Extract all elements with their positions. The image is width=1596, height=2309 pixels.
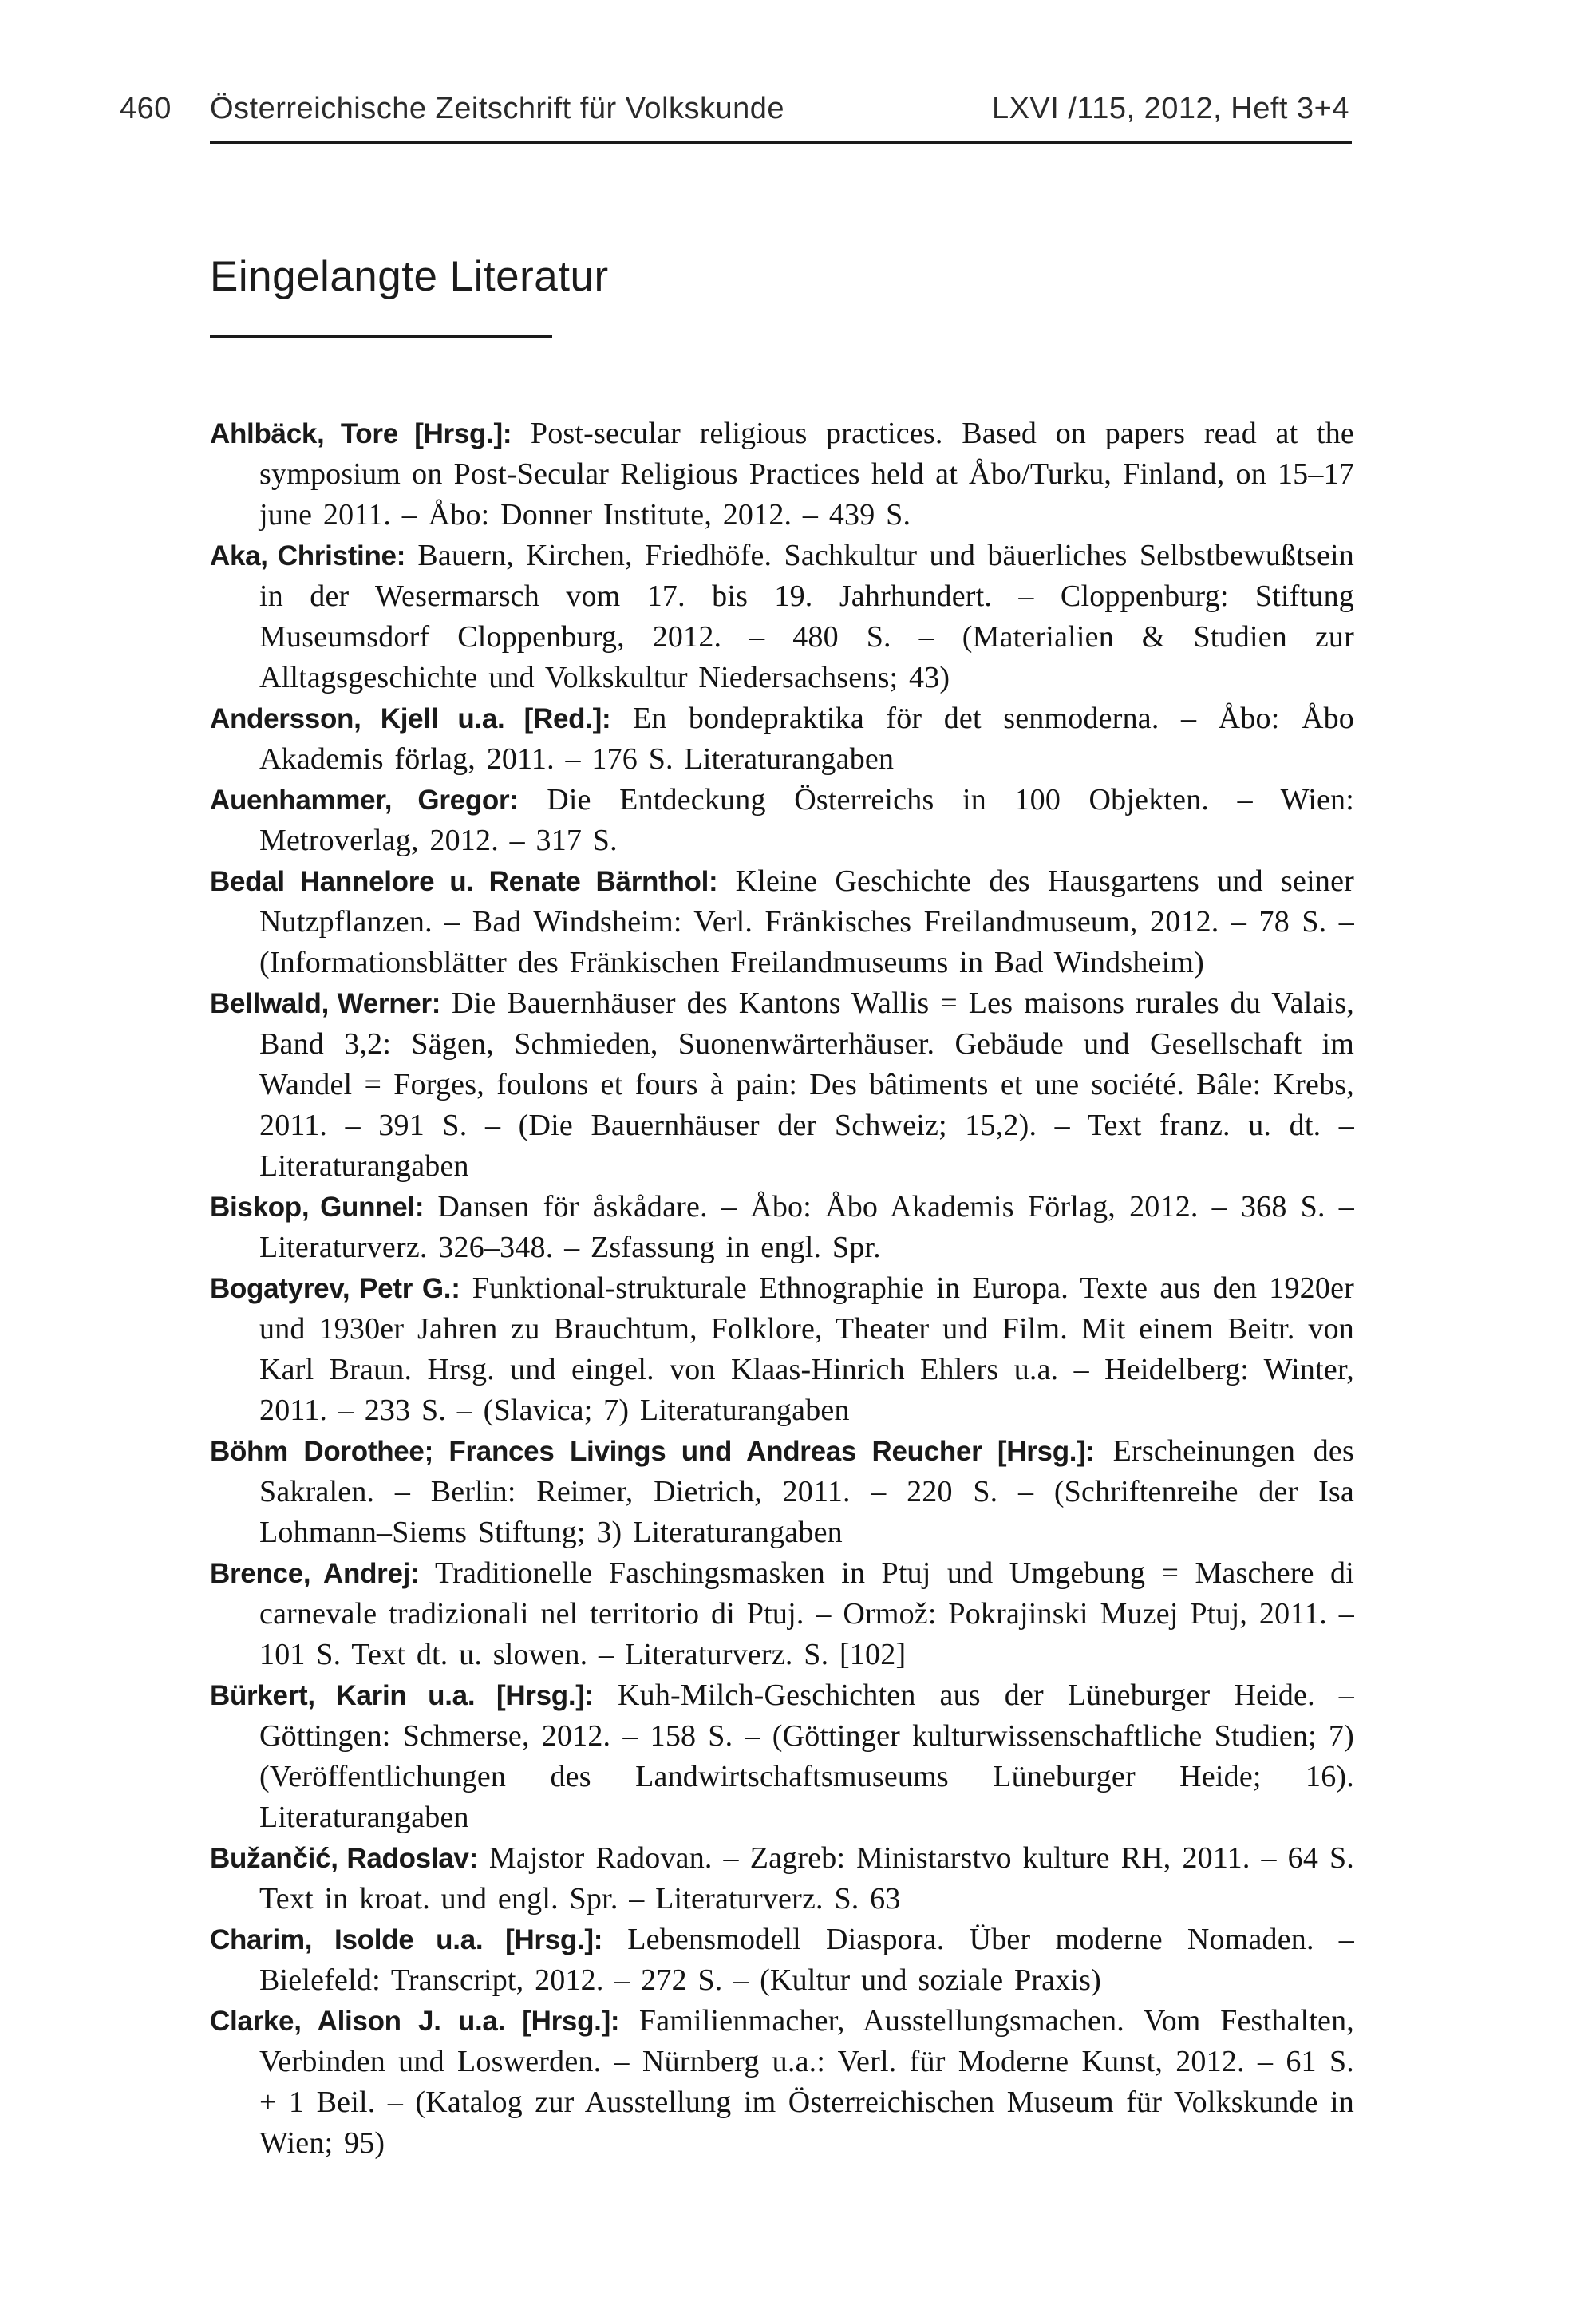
bibliography-entry — [210, 1187, 1354, 1268]
entry-author: Bužančić, Radoslav: — [210, 1843, 478, 1874]
entry-author: Bellwald, Werner: — [210, 988, 441, 1019]
bibliography-entry — [210, 536, 1354, 698]
entry-text: Bauern, Kirchen, Friedhöfe. Sachkultur und bäuerliches Selbstbewußtsein in der Wesermarsch vom 17. bis 19. Jahrhundert. – Cloppenburg: Stiftung Museumsdorf Cloppenburg, 2012. – 480 S. – (Materialien & Studien zur Alltagsgeschichte und Volkskultur Niedersachsens; 43) — [259, 539, 1354, 694]
entry-text: Traditionelle Faschingsmasken in Ptuj und Umgebung = Maschere di carnevale tradizionali nel territorio di Ptuj. – Ormož: Pokrajinski Muzej Ptuj, 2011. – 101 S. Text dt. u. slowen. – Literaturverz. S. [102] — [259, 1556, 1354, 1671]
entry-author: Bogatyrev, Petr G.: — [210, 1273, 460, 1304]
bibliography-entry — [210, 1268, 1354, 1431]
entry-author: Auenhammer, Gregor: — [210, 785, 519, 816]
entry-author: Bedal Hannelore u. Renate Bärnthol: — [210, 866, 718, 897]
entry-text: Dansen för åskådare. – Åbo: Åbo Akademis Förlag, 2012. – 368 S. – Literaturverz. 326–348. – Zsfassung in engl. Spr. — [259, 1190, 1354, 1264]
page-number: 460 — [120, 92, 172, 125]
bibliography-entry — [210, 1675, 1354, 1838]
entry-text: En bondepraktika för det senmoderna. – Åbo: Åbo Akademis förlag, 2011. – 176 S. Literaturangaben — [259, 702, 1354, 776]
entry-text: Lebensmodell Diaspora. Über moderne Nomaden. – Bielefeld: Transcript, 2012. – 272 S. – (Kultur und soziale Praxis) — [259, 1923, 1355, 1997]
entry-author: Ahlbäck, Tore [Hrsg.]: — [210, 418, 512, 449]
entry-text: Majstor Radovan. – Zagreb: Ministarstvo kulture RH, 2011. – 64 S. Text in kroat. und engl. Spr. – Literaturverz. S. 63 — [259, 1841, 1354, 1916]
bibliography-entry — [210, 983, 1354, 1187]
entry-text: Post-secular religious practices. Based on papers read at the symposium on Post-Secular Religious Practices held at Åbo/Turku, Finland, on 15–17 june 2011. – Åbo: Donner Institute, 2012. – 439 S. — [259, 417, 1354, 532]
entry-text: Kleine Geschichte des Hausgartens und seiner Nutzpflanzen. – Bad Windsheim: Verl. Fränkisches Freilandmuseum, 2012. – 78 S. – (Informationsblätter des Fränkischen Freilandmuseums in Bad Windsheim) — [259, 864, 1354, 979]
title-underline — [210, 335, 552, 338]
bibliography-entry — [210, 780, 1354, 861]
header-rule — [210, 141, 1352, 144]
issue-info: LXVI /115, 2012, Heft 3+4 — [991, 92, 1349, 125]
entry-author: Böhm Dorothee; Frances Livings und Andreas Reucher [Hrsg.]: — [210, 1436, 1095, 1467]
bibliography-entry — [210, 861, 1354, 983]
entry-author: Bürkert, Karin u.a. [Hrsg.]: — [210, 1680, 595, 1711]
bibliography-entry — [210, 1838, 1354, 1920]
bibliography-entry — [210, 1553, 1354, 1675]
bibliography-entry — [210, 1920, 1354, 2001]
bibliography-entry — [210, 413, 1354, 536]
section-title: Eingelangte Literatur — [210, 253, 609, 300]
entry-author: Aka, Christine: — [210, 540, 406, 571]
bibliography-list — [210, 413, 1354, 2164]
entry-author: Brence, Andrej: — [210, 1558, 420, 1589]
entry-text: Funktional-strukturale Ethnographie in Europa. Texte aus den 1920er und 1930er Jahren zu Brauchtum, Folklore, Theater und Film. Mit einem Beitr. von Karl Braun. Hrsg. und eingel. von Klaas-Hinrich Ehlers u.a. – Heidelberg: Winter, 2011. – 233 S. – (Slavica; 7) Literaturangaben — [259, 1271, 1354, 1427]
entry-text: Familienmacher, Ausstellungsmachen. Vom Festhalten, Verbinden und Loswerden. – Nürnberg u.a.: Verl. für Moderne Kunst, 2012. – 61 S. + 1 Beil. – (Katalog zur Ausstellung im Österreichischen Museum für Volkskunde in Wien; 95) — [259, 2004, 1355, 2160]
journal-title: Österreichische Zeitschrift für Volkskunde — [210, 92, 785, 125]
entry-author: Clarke, Alison J. u.a. [Hrsg.]: — [210, 2006, 620, 2037]
entry-author: Charim, Isolde u.a. [Hrsg.]: — [210, 1924, 603, 1955]
page-header — [120, 89, 1352, 129]
entry-text: Die Bauernhäuser des Kantons Wallis = Les maisons rurales du Valais, Band 3,2: Sägen, Schmieden, Suonenwärterhäuser. Gebäude und Gesellschaft im Wandel = Forges, foulons et fours à pain: Des bâtiments et une société. Bâle: Krebs, 2011. – 391 S. – (Die Bauernhäuser der Schweiz; 15,2). – Text franz. u. dt. – Literaturangaben — [259, 986, 1354, 1183]
entry-text: Kuh-Milch-Geschichten aus der Lüneburger Heide. – Göttingen: Schmerse, 2012. – 158 S. – (Göttinger kulturwissenschaftliche Studien; 7) (Veröffentlichungen des Landwirtschaftsmuseums Lüneburger Heide; 16). Literaturangaben — [259, 1678, 1355, 1834]
entry-author: Biskop, Gunnel: — [210, 1192, 425, 1223]
entry-author: Andersson, Kjell u.a. [Red.]: — [210, 703, 611, 734]
bibliography-entry — [210, 698, 1354, 780]
entry-text: Die Entdeckung Österreichs in 100 Objekten. – Wien: Metroverlag, 2012. – 317 S. — [259, 783, 1354, 857]
bibliography-entry — [210, 1431, 1354, 1553]
entry-text: Erscheinungen des Sakralen. – Berlin: Reimer, Dietrich, 2011. – 220 S. – (Schriftenreihe der Isa Lohmann–Siems Stiftung; 3) Literaturangaben — [259, 1434, 1354, 1549]
bibliography-entry — [210, 2001, 1354, 2164]
